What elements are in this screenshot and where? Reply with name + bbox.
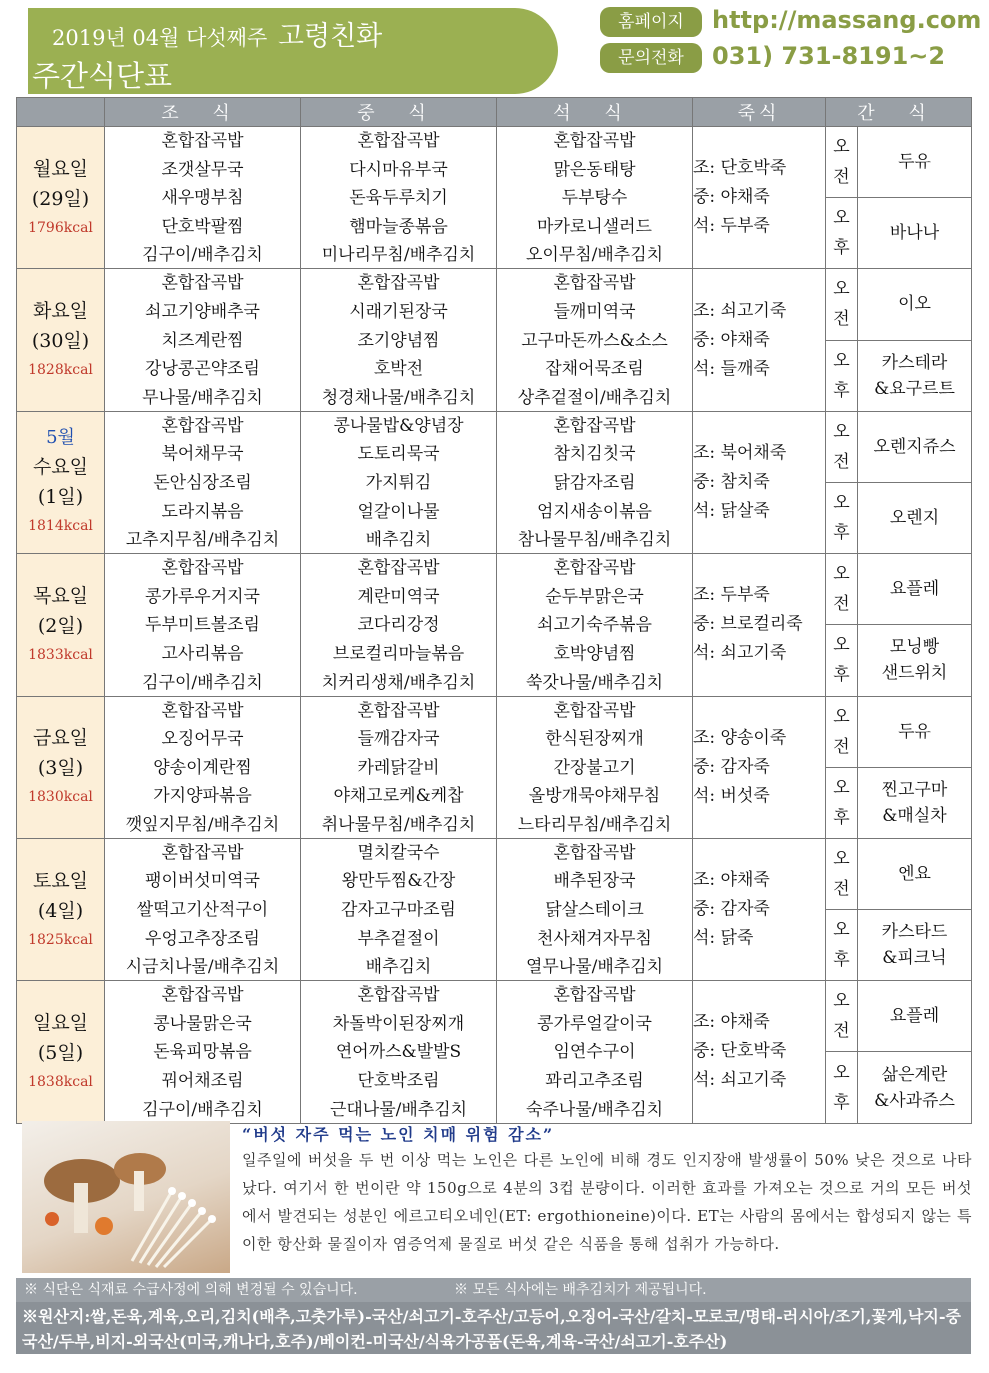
pm-label: 오후 (826, 1052, 858, 1123)
snack-item: 바나나 (889, 223, 940, 244)
menu-item: 배추된장국 (553, 871, 636, 892)
am-label: 오전 (826, 269, 858, 340)
menu-item: 브로컬리마늘볶음 (332, 643, 465, 664)
day-date: (5일) (37, 1041, 84, 1064)
page-title: 주간식단표 (32, 59, 173, 93)
menu-item: 닭감자조림 (553, 472, 636, 493)
table-header-row (17, 98, 972, 127)
day-row (17, 838, 972, 909)
menu-item: 미나리무침/배추김치 (321, 245, 476, 266)
day-kcal: 1825kcal (28, 931, 93, 948)
day-date: (3일) (37, 757, 84, 780)
breakfast-cell (105, 838, 301, 980)
day-cell (17, 127, 105, 269)
day-row (17, 981, 972, 1052)
menu-item: 혼합잡곡밥 (553, 131, 636, 151)
pm-label: 오후 (826, 482, 858, 553)
porridge-item: 조: 단호박죽 (693, 158, 787, 179)
menu-item: 호박양념찜 (553, 643, 636, 664)
day-kcal: 1814kcal (28, 518, 93, 535)
mushroom-photo (22, 1121, 230, 1273)
menu-item: 고사리볶음 (161, 643, 244, 664)
day-kcal: 1833kcal (28, 646, 93, 663)
menu-item: 혼합잡곡밥 (161, 985, 244, 1006)
porridge-item: 석: 버섯죽 (693, 785, 770, 806)
day-cell (17, 981, 105, 1123)
col-dinner: 석 식 (497, 98, 693, 127)
am-label: 오전 (826, 411, 858, 482)
menu-item: 숙주나물/배추김치 (525, 1099, 664, 1120)
menu-item: 가지튀김 (365, 472, 432, 493)
snack-item: &요구르트 (874, 378, 955, 399)
pm-label: 오후 (826, 767, 858, 838)
am-label: 오전 (826, 127, 858, 198)
menu-item: 단호박조림 (357, 1071, 440, 1092)
day-kcal: 1838kcal (28, 1073, 93, 1090)
day-date: (2일) (37, 614, 84, 637)
day-row (17, 696, 972, 767)
snack-am (858, 411, 972, 482)
porridge-cell (693, 696, 826, 838)
menu-item: 야채고로케&케찹 (333, 786, 464, 807)
menu-item: 들깨감자국 (357, 729, 440, 750)
menu-item: 계란미역국 (357, 586, 440, 607)
menu-item: 혼합잡곡밥 (357, 700, 440, 721)
menu-item: 열무나물/배추김치 (525, 957, 664, 978)
menu-item: 배추김치 (365, 530, 432, 551)
menu-item: 팽이버섯미역국 (145, 871, 260, 892)
day-kcal: 1830kcal (28, 789, 93, 806)
day-row (17, 411, 972, 482)
footer-note-kimchi: ※ 모든 식사에는 배추김치가 제공됩니다. (454, 1282, 707, 1298)
snack-item: 요플레 (889, 1006, 940, 1027)
menu-item: 혼합잡곡밥 (357, 985, 440, 1006)
menu-item: 오징어무국 (161, 729, 244, 750)
day-name: 토요일 (32, 869, 89, 892)
col-porridge: 죽식 (693, 98, 826, 127)
homepage-link[interactable]: http://massang.com (712, 6, 982, 34)
menu-item: 상추겉절이/배추김치 (517, 387, 672, 408)
menu-item: 혼합잡곡밥 (553, 842, 636, 863)
snack-am (858, 127, 972, 198)
porridge-item: 중: 단호박죽 (693, 1041, 787, 1062)
menu-item: 두부탕수 (561, 188, 628, 209)
day-name: 금요일 (32, 727, 89, 750)
lunch-cell (301, 981, 497, 1123)
menu-item: 쇠고기숙주볶음 (537, 615, 652, 636)
menu-item: 시래기된장국 (349, 301, 448, 322)
day-kcal: 1796kcal (28, 219, 93, 236)
menu-item: 한식된장찌개 (545, 729, 644, 750)
lunch-cell (301, 696, 497, 838)
snack-item: 요플레 (889, 579, 940, 600)
phone-label: 문의전화 (600, 43, 702, 73)
menu-item: 감자고구마조림 (341, 900, 456, 921)
snack-pm (858, 482, 972, 553)
menu-item: 북어채무국 (161, 444, 244, 465)
weekly-menu-table (16, 97, 972, 1124)
day-name: 수요일 (32, 456, 89, 479)
month-label: 5월 (46, 427, 75, 449)
porridge-item: 중: 야채죽 (693, 329, 770, 350)
header-highlight: 고령친화 (277, 21, 383, 52)
menu-item: 얼갈이나물 (357, 501, 440, 522)
snack-item: 두유 (898, 152, 931, 173)
menu-item: 조기양념찜 (357, 330, 440, 351)
menu-item: 콩나물맑은국 (153, 1013, 252, 1034)
menu-item: 쌀떡고기산적구이 (136, 900, 269, 921)
snack-item: 카스테라 (881, 352, 948, 373)
menu-item: 혼합잡곡밥 (161, 131, 244, 151)
porridge-cell (693, 838, 826, 980)
menu-item: 김구이/배추김치 (142, 245, 263, 266)
menu-item: 혼합잡곡밥 (161, 700, 244, 721)
menu-item: 혼합잡곡밥 (161, 842, 244, 863)
menu-item: 차돌박이된장찌개 (332, 1013, 465, 1034)
snack-am (858, 981, 972, 1052)
menu-item: 혼합잡곡밥 (161, 273, 244, 294)
day-date: (30일) (31, 330, 90, 353)
porridge-item: 조: 야채죽 (693, 870, 770, 891)
breakfast-cell (105, 981, 301, 1123)
menu-item: 돈육두루치기 (349, 188, 448, 209)
menu-item: 양송이계란찜 (153, 757, 252, 778)
menu-item: 시금치나물/배추김치 (125, 957, 280, 978)
menu-item: 무나물/배추김치 (142, 387, 263, 408)
lunch-cell (301, 411, 497, 553)
menu-item: 청경채나물/배추김치 (321, 387, 476, 408)
menu-item: 두부미트볼조림 (145, 615, 260, 636)
phone-number: 031) 731-8191~2 (712, 42, 946, 70)
menu-item: 참치김칫국 (553, 444, 636, 465)
am-label: 오전 (826, 554, 858, 625)
porridge-item: 중: 감자죽 (693, 899, 770, 920)
menu-item: 꽈리고추조림 (545, 1071, 644, 1092)
dinner-cell (497, 981, 693, 1123)
day-cell (17, 838, 105, 980)
snack-pm (858, 198, 972, 269)
porridge-item: 석: 쇠고기죽 (693, 1070, 787, 1091)
menu-item: 고구마돈까스&소스 (521, 330, 668, 351)
menu-item: 근대나물/배추김치 (329, 1099, 468, 1120)
menu-item: 치즈계란찜 (161, 330, 244, 351)
pm-label: 오후 (826, 198, 858, 269)
menu-item: 강낭콩곤약조림 (145, 359, 260, 380)
breakfast-cell (105, 269, 301, 411)
menu-item: 취나물무침/배추김치 (321, 814, 476, 835)
menu-item: 왕만두찜&간장 (341, 871, 456, 892)
porridge-item: 중: 야채죽 (693, 187, 770, 208)
porridge-item: 조: 양송이죽 (693, 727, 787, 748)
menu-item: 혼합잡곡밥 (161, 415, 244, 436)
porridge-item: 석: 쇠고기죽 (693, 643, 787, 664)
snack-item: 삶은계란 (881, 1064, 948, 1085)
porridge-item: 석: 닭살죽 (693, 500, 770, 521)
menu-item: 김구이/배추김치 (142, 1099, 263, 1120)
snack-am (858, 554, 972, 625)
day-kcal: 1828kcal (28, 362, 93, 379)
article-title: “버섯 자주 먹는 노인 치매 위험 감소” (242, 1125, 555, 1144)
day-name: 목요일 (32, 584, 89, 607)
breakfast-cell (105, 554, 301, 696)
menu-item: 고추지무침/배추김치 (125, 530, 280, 551)
menu-item: 혼합잡곡밥 (161, 558, 244, 579)
porridge-cell (693, 127, 826, 269)
menu-item: 임연수구이 (553, 1042, 636, 1063)
snack-item: &피크닉 (882, 948, 947, 969)
lunch-cell (301, 127, 497, 269)
lunch-cell (301, 838, 497, 980)
porridge-item: 조: 두부죽 (693, 585, 770, 606)
menu-item: 꿔어채조림 (161, 1071, 244, 1092)
breakfast-cell (105, 696, 301, 838)
lunch-cell (301, 554, 497, 696)
snack-am (858, 696, 972, 767)
menu-item: 햄마늘종볶음 (349, 216, 448, 237)
menu-item: 쑥갓나물/배추김치 (525, 672, 664, 693)
menu-item: 잡채어묵조림 (545, 359, 644, 380)
menu-item: 카레닭갈비 (357, 757, 440, 778)
day-cell (17, 411, 105, 553)
dinner-cell (497, 269, 693, 411)
menu-item: 가지양파볶음 (153, 786, 252, 807)
menu-item: 부추겉절이 (357, 928, 440, 949)
corner-cell (17, 98, 105, 127)
menu-item: 혼합잡곡밥 (553, 700, 636, 721)
col-lunch: 중 식 (301, 98, 497, 127)
menu-item: 김구이/배추김치 (142, 672, 263, 693)
day-name: 일요일 (32, 1011, 89, 1034)
menu-item: 혼합잡곡밥 (553, 985, 636, 1006)
menu-item: 연어까스&발발S (335, 1042, 462, 1063)
porridge-item: 석: 들깨죽 (693, 358, 770, 379)
day-date: (1일) (37, 486, 84, 509)
snack-item: &사과쥬스 (874, 1090, 955, 1111)
day-row (17, 554, 972, 625)
menu-item: 마카로니샐러드 (537, 216, 652, 237)
footer-note-change: ※ 식단은 식재료 수급사정에 의해 변경될 수 있습니다. (24, 1282, 358, 1298)
porridge-item: 조: 야채죽 (693, 1012, 770, 1033)
snack-item: 찐고구마 (881, 779, 948, 800)
porridge-cell (693, 981, 826, 1123)
pm-label: 오후 (826, 340, 858, 411)
dinner-cell (497, 411, 693, 553)
snack-pm (858, 1052, 972, 1123)
breakfast-cell (105, 127, 301, 269)
article-body: 일주일에 버섯을 두 번 이상 먹는 노인은 다른 노인에 비해 경도 인지장애 발생률이 50% 낮은 것으로 나타났다. 여기서 한 번이란 약 150g으로 4분의 3컵 분량이다. 이러한 효과를 가져오는 것으로 거의 모든 버섯에서 발견되는 성분인 에르고티오네인(ET: ergothioneine)이다. ET는 사람의 몸에서는 합성되지 않는 특이한 항산화 물질이자 염증억제 물질로 버섯 같은 식품을 통해 섭취가 가능하다. (242, 1151, 972, 1253)
porridge-cell (693, 554, 826, 696)
snack-am (858, 838, 972, 909)
menu-item: 혼합잡곡밥 (357, 273, 440, 294)
menu-item: 도토리묵국 (357, 444, 440, 465)
snack-item: 모닝빵 (889, 637, 940, 658)
menu-item: 오이무침/배추김치 (525, 245, 664, 266)
footer-origin: ※원산지:쌀,돈육,계육,오리,김치(배추,고춧가루)-국산/쇠고기-호주산/고등어,오징어-국산/갈치-모로코/명태-러시아/조기,꽃게,낙지-중국산/두부,비지-외국산(미국,캐나다,호주)/베이컨-미국산/식육가공품(돈육,계육-국산/쇠고기-호주산) (16, 1302, 971, 1354)
col-breakfast: 조 식 (105, 98, 301, 127)
am-label: 오전 (826, 838, 858, 909)
menu-item: 엄지새송이볶음 (537, 501, 652, 522)
day-name: 화요일 (32, 300, 89, 323)
lunch-cell (301, 269, 497, 411)
snack-pm (858, 910, 972, 981)
day-date: (29일) (31, 187, 90, 210)
snack-item: 두유 (898, 721, 931, 742)
menu-item: 닭살스테이크 (545, 900, 644, 921)
porridge-item: 중: 감자죽 (693, 756, 770, 777)
menu-item: 다시마유부국 (349, 159, 448, 180)
menu-item: 멸치칼국수 (357, 842, 440, 863)
am-label: 오전 (826, 696, 858, 767)
snack-item: 샌드위치 (881, 663, 948, 684)
pm-label: 오후 (826, 625, 858, 696)
menu-item: 호박전 (373, 359, 424, 380)
menu-item: 단호박팔찜 (161, 216, 244, 237)
menu-item: 혼합잡곡밥 (357, 131, 440, 151)
menu-item: 새우맹부침 (161, 188, 244, 209)
porridge-item: 중: 참치죽 (693, 471, 770, 492)
menu-item: 콩가루얼갈이국 (537, 1013, 652, 1034)
menu-item: 우엉고추장조림 (145, 928, 260, 949)
menu-item: 올방개묵야채무침 (528, 786, 661, 807)
menu-item: 혼합잡곡밥 (553, 273, 636, 294)
snack-pm (858, 767, 972, 838)
am-label: 오전 (826, 981, 858, 1052)
day-name: 월요일 (32, 157, 89, 180)
dinner-cell (497, 127, 693, 269)
porridge-cell (693, 411, 826, 553)
day-cell (17, 554, 105, 696)
menu-item: 혼합잡곡밥 (553, 558, 636, 579)
menu-item: 천사채겨자무침 (537, 928, 652, 949)
snack-item: 카스타드 (881, 922, 948, 943)
snack-item: 오렌지 (889, 508, 940, 529)
menu-item: 조갯살무국 (161, 159, 244, 180)
snack-item: &매실차 (882, 805, 947, 826)
menu-item: 콩나물밥&양념장 (333, 415, 464, 436)
menu-item: 혼합잡곡밥 (357, 558, 440, 579)
porridge-item: 석: 두부죽 (693, 216, 770, 237)
day-date: (4일) (37, 899, 84, 922)
menu-item: 코다리강정 (357, 615, 440, 636)
menu-item: 간장불고기 (553, 757, 636, 778)
menu-item: 배추김치 (365, 957, 432, 978)
col-snack: 간 식 (826, 98, 972, 127)
porridge-cell (693, 269, 826, 411)
pm-label: 오후 (826, 910, 858, 981)
snack-pm (858, 340, 972, 411)
snack-pm (858, 625, 972, 696)
dinner-cell (497, 696, 693, 838)
menu-item: 순두부맑은국 (545, 586, 644, 607)
footer-notice-bar (16, 1278, 971, 1302)
menu-item: 참나물무침/배추김치 (517, 530, 672, 551)
menu-item: 도라지볶음 (161, 501, 244, 522)
day-cell (17, 269, 105, 411)
dinner-cell (497, 554, 693, 696)
homepage-label: 홈페이지 (600, 7, 702, 37)
menu-item: 돈안심장조림 (153, 472, 252, 493)
snack-item: 오렌지쥬스 (873, 436, 956, 457)
menu-item: 혼합잡곡밥 (553, 415, 636, 436)
snack-item: 이오 (898, 294, 931, 315)
header-subtitle: 2019년 04월 다섯째주 고령친화 (52, 21, 383, 52)
day-row (17, 269, 972, 340)
menu-item: 맑은동태탕 (553, 159, 636, 180)
menu-item: 치커리생채/배추김치 (321, 672, 476, 693)
snack-am (858, 269, 972, 340)
porridge-item: 중: 브로컬리죽 (693, 614, 803, 635)
menu-item: 쇠고기양배추국 (145, 301, 260, 322)
porridge-item: 조: 북어채죽 (693, 442, 787, 463)
menu-item: 콩가루우거지국 (145, 586, 260, 607)
menu-item: 들깨미역국 (553, 301, 636, 322)
day-row (17, 127, 972, 198)
menu-item: 깻잎지무침/배추김치 (125, 814, 280, 835)
menu-item: 느타리무침/배추김치 (517, 814, 672, 835)
breakfast-cell (105, 411, 301, 553)
snack-item: 엔요 (898, 863, 931, 884)
porridge-item: 석: 닭죽 (693, 928, 754, 949)
menu-item: 돈육피망볶음 (153, 1042, 252, 1063)
day-cell (17, 696, 105, 838)
dinner-cell (497, 838, 693, 980)
porridge-item: 조: 쇠고기죽 (693, 300, 787, 321)
